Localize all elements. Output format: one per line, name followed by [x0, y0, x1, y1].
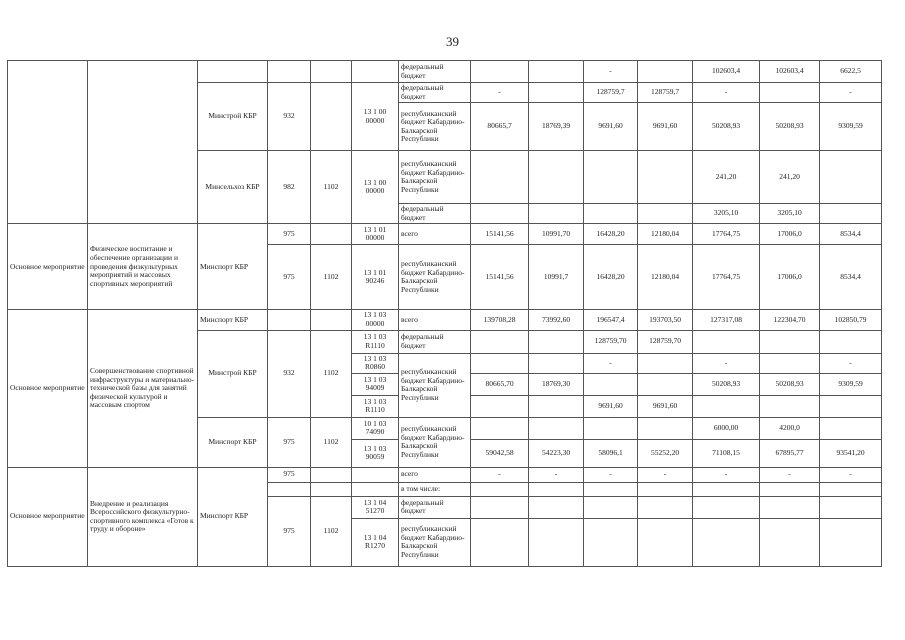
value-cell: 128759,7	[584, 83, 638, 103]
table-row	[8, 467, 882, 482]
value-cell: -	[529, 467, 584, 482]
source-cell: федеральный бюджет	[399, 330, 471, 353]
value-cell: 15141,56	[471, 224, 529, 245]
value-cell	[760, 353, 820, 373]
value-cell: 9691,60	[638, 395, 693, 417]
page-number: 39	[446, 34, 459, 49]
source-cell: республиканский бюджет Кабардино-Балкарской Республики	[399, 417, 471, 467]
source-cell: федеральный бюджет	[399, 83, 471, 103]
value-cell: 93541,20	[820, 439, 882, 467]
value-cell: 17006,0	[760, 224, 820, 245]
rzpr-cell: 1102	[311, 496, 352, 566]
code-cell: 13 1 03 R1110	[352, 395, 399, 417]
executor-cell: Минспорт КБР	[198, 310, 268, 330]
value-cell	[638, 482, 693, 496]
value-cell: -	[584, 353, 638, 373]
source-cell: республиканский бюджет Кабардино-Балкарской Республики	[399, 353, 471, 417]
value-cell: -	[760, 467, 820, 482]
value-cell	[820, 417, 882, 439]
value-cell	[471, 204, 529, 224]
value-cell: 16428,20	[584, 224, 638, 245]
value-cell: 128759,70	[638, 330, 693, 353]
value-cell: 59042,58	[471, 439, 529, 467]
grbs-cell: 975	[268, 467, 311, 482]
budget-table	[7, 60, 882, 567]
value-cell	[638, 353, 693, 373]
value-cell: 58096,1	[584, 439, 638, 467]
code-cell	[352, 482, 399, 496]
value-cell	[760, 395, 820, 417]
value-cell: 6000,00	[693, 417, 760, 439]
grbs-cell: 975	[268, 417, 311, 467]
value-cell	[471, 330, 529, 353]
value-cell	[820, 518, 882, 566]
value-cell: 18769,39	[529, 103, 584, 151]
value-cell	[471, 496, 529, 518]
value-cell	[529, 518, 584, 566]
source-cell: федеральный бюджет	[399, 61, 471, 83]
value-cell: 16428,20	[584, 245, 638, 310]
code-cell: 13 1 00 00000	[352, 83, 399, 151]
code-cell: 10 1 03 74090	[352, 417, 399, 439]
value-cell	[693, 330, 760, 353]
value-cell: 50208,93	[693, 373, 760, 395]
value-cell	[693, 496, 760, 518]
value-cell	[638, 61, 693, 83]
rzpr-cell: 1102	[311, 151, 352, 224]
value-cell: 128759,70	[584, 330, 638, 353]
value-cell	[584, 482, 638, 496]
value-cell: 3205,10	[760, 204, 820, 224]
value-cell: 241,20	[693, 151, 760, 204]
code-cell: 13 1 01 90246	[352, 245, 399, 310]
value-cell	[760, 518, 820, 566]
value-cell: 128759,7	[638, 83, 693, 103]
source-cell: республиканский бюджет Кабардино-Балкарской Республики	[399, 151, 471, 204]
value-cell: 9691,60	[638, 103, 693, 151]
source-cell: всего	[399, 467, 471, 482]
source-cell: федеральный бюджет	[399, 496, 471, 518]
value-cell	[820, 151, 882, 204]
executor-cell: Минспорт КБР	[198, 224, 268, 310]
code-cell: 13 1 03 R1110	[352, 330, 399, 353]
grbs-cell: 982	[268, 151, 311, 224]
source-cell: всего	[399, 310, 471, 330]
value-cell	[820, 204, 882, 224]
value-cell: 127317,08	[693, 310, 760, 330]
value-cell: -	[584, 467, 638, 482]
code-cell: 13 1 03 00000	[352, 310, 399, 330]
value-cell	[529, 61, 584, 83]
grbs-cell: 975	[268, 224, 311, 245]
value-cell	[584, 518, 638, 566]
source-cell: республиканский бюджет Кабардино-Балкарской Республики	[399, 245, 471, 310]
value-cell	[584, 417, 638, 439]
value-cell	[529, 151, 584, 204]
value-cell	[529, 83, 584, 103]
value-cell: 50208,93	[693, 103, 760, 151]
value-cell	[638, 151, 693, 204]
executor-cell	[198, 61, 268, 83]
value-cell: -	[820, 467, 882, 482]
status-cell: Основное мероприятие	[8, 310, 88, 467]
value-cell: -	[693, 353, 760, 373]
grbs-cell	[268, 61, 311, 83]
value-cell	[638, 417, 693, 439]
value-cell: 6622,5	[820, 61, 882, 83]
value-cell	[693, 395, 760, 417]
value-cell: 67895,77	[760, 439, 820, 467]
value-cell	[638, 204, 693, 224]
value-cell	[760, 83, 820, 103]
value-cell: 4200,0	[760, 417, 820, 439]
value-cell: 8534,4	[820, 245, 882, 310]
value-cell: -	[471, 83, 529, 103]
source-cell: республиканский бюджет Кабардино-Балкарской Республики	[399, 518, 471, 566]
status-cell: Основное мероприятие	[8, 224, 88, 310]
value-cell	[471, 395, 529, 417]
value-cell: -	[471, 467, 529, 482]
value-cell	[820, 482, 882, 496]
value-cell: 9691,60	[584, 395, 638, 417]
rzpr-cell: 1102	[311, 245, 352, 310]
value-cell: 241,20	[760, 151, 820, 204]
executor-cell: Минстрой КБР	[198, 83, 268, 151]
code-cell	[352, 467, 399, 482]
value-cell	[529, 395, 584, 417]
rzpr-cell	[311, 224, 352, 245]
code-cell: 13 1 03 R0860	[352, 353, 399, 373]
measure-name-cell: Физическое воспитание и обеспечение организации и проведения физкультурных мероприятий и массовых спортивных мероприятий	[88, 224, 198, 310]
value-cell: -	[584, 61, 638, 83]
value-cell	[820, 496, 882, 518]
table-row	[8, 224, 882, 245]
value-cell: 55252,20	[638, 439, 693, 467]
source-cell: в том числе:	[399, 482, 471, 496]
code-cell: 13 1 03 90059	[352, 439, 399, 467]
value-cell: 12180,04	[638, 224, 693, 245]
value-cell: 73992,60	[529, 310, 584, 330]
grbs-cell: 932	[268, 330, 311, 417]
value-cell: 80665,70	[471, 373, 529, 395]
value-cell: 50208,93	[760, 103, 820, 151]
value-cell	[638, 518, 693, 566]
grbs-cell	[268, 310, 311, 330]
executor-cell: Минспорт КБР	[198, 417, 268, 467]
value-cell: 17006,0	[760, 245, 820, 310]
code-cell: 13 1 03 94009	[352, 373, 399, 395]
value-cell: 50208,93	[760, 373, 820, 395]
source-cell: всего	[399, 224, 471, 245]
value-cell: 80665,7	[471, 103, 529, 151]
value-cell: 12180,04	[638, 245, 693, 310]
value-cell: 54223,30	[529, 439, 584, 467]
rzpr-cell: 1102	[311, 330, 352, 417]
value-cell: 17764,75	[693, 245, 760, 310]
value-cell	[529, 496, 584, 518]
value-cell: -	[693, 467, 760, 482]
value-cell: 196547,4	[584, 310, 638, 330]
measure-name-cell	[88, 61, 198, 224]
value-cell: -	[820, 83, 882, 103]
value-cell: 193703,50	[638, 310, 693, 330]
value-cell: 9691,60	[584, 103, 638, 151]
value-cell: 102850,79	[820, 310, 882, 330]
value-cell: 122304,70	[760, 310, 820, 330]
source-cell: федеральный бюджет	[399, 204, 471, 224]
status-cell	[8, 61, 88, 224]
value-cell: 17764,75	[693, 224, 760, 245]
value-cell: 102603,4	[693, 61, 760, 83]
value-cell	[529, 417, 584, 439]
value-cell	[471, 151, 529, 204]
value-cell: 139708,28	[471, 310, 529, 330]
value-cell: 9309,59	[820, 373, 882, 395]
source-cell: республиканский бюджет Кабардино-Балкарской Республики	[399, 103, 471, 151]
value-cell	[529, 482, 584, 496]
executor-cell: Минстрой КБР	[198, 330, 268, 417]
rzpr-cell	[311, 83, 352, 151]
rzpr-cell	[311, 61, 352, 83]
value-cell	[760, 496, 820, 518]
rzpr-cell	[311, 467, 352, 482]
executor-cell: Минсельхоз КБР	[198, 151, 268, 224]
value-cell: 18769,30	[529, 373, 584, 395]
value-cell: 102603,4	[760, 61, 820, 83]
value-cell: -	[638, 467, 693, 482]
code-cell: 13 1 01 00000	[352, 224, 399, 245]
value-cell: 71108,15	[693, 439, 760, 467]
code-cell: 13 1 04 R1270	[352, 518, 399, 566]
rzpr-cell	[311, 310, 352, 330]
table-row	[8, 310, 882, 330]
code-cell: 13 1 04 51270	[352, 496, 399, 518]
code-cell: 13 1 00 00000	[352, 151, 399, 224]
grbs-cell: 975	[268, 496, 311, 566]
value-cell	[638, 496, 693, 518]
value-cell	[529, 204, 584, 224]
value-cell	[760, 482, 820, 496]
value-cell: 9309,59	[820, 103, 882, 151]
value-cell	[529, 330, 584, 353]
value-cell: -	[820, 353, 882, 373]
value-cell	[584, 496, 638, 518]
status-cell: Основное мероприятие	[8, 467, 88, 566]
measure-name-cell: Совершенствование спортивной инфраструктуры и материально-технической базы для занятий физической культурой и массовым спортом	[88, 310, 198, 467]
value-cell	[693, 482, 760, 496]
value-cell	[471, 518, 529, 566]
measure-name-cell: Внедрение и реализация Всероссийского физкультурно-спортивного комплекса «Готов к труду и обороне»	[88, 467, 198, 566]
grbs-cell: 975	[268, 245, 311, 310]
value-cell	[471, 482, 529, 496]
value-cell	[584, 204, 638, 224]
value-cell	[584, 151, 638, 204]
value-cell	[820, 395, 882, 417]
value-cell	[584, 373, 638, 395]
value-cell	[760, 330, 820, 353]
rzpr-cell: 1102	[311, 417, 352, 467]
value-cell	[471, 61, 529, 83]
code-cell	[352, 61, 399, 83]
value-cell: 3205,10	[693, 204, 760, 224]
table-row	[8, 61, 882, 83]
value-cell	[529, 353, 584, 373]
value-cell	[693, 518, 760, 566]
executor-cell: Минспорт КБР	[198, 467, 268, 566]
value-cell	[471, 417, 529, 439]
value-cell: 15141,56	[471, 245, 529, 310]
value-cell: 8534,4	[820, 224, 882, 245]
value-cell	[638, 373, 693, 395]
grbs-cell: 932	[268, 83, 311, 151]
value-cell: 10991,7	[529, 245, 584, 310]
grbs-cell	[268, 482, 311, 496]
value-cell	[471, 353, 529, 373]
value-cell: -	[693, 83, 760, 103]
value-cell: 10991,70	[529, 224, 584, 245]
value-cell	[820, 330, 882, 353]
rzpr-cell	[311, 482, 352, 496]
